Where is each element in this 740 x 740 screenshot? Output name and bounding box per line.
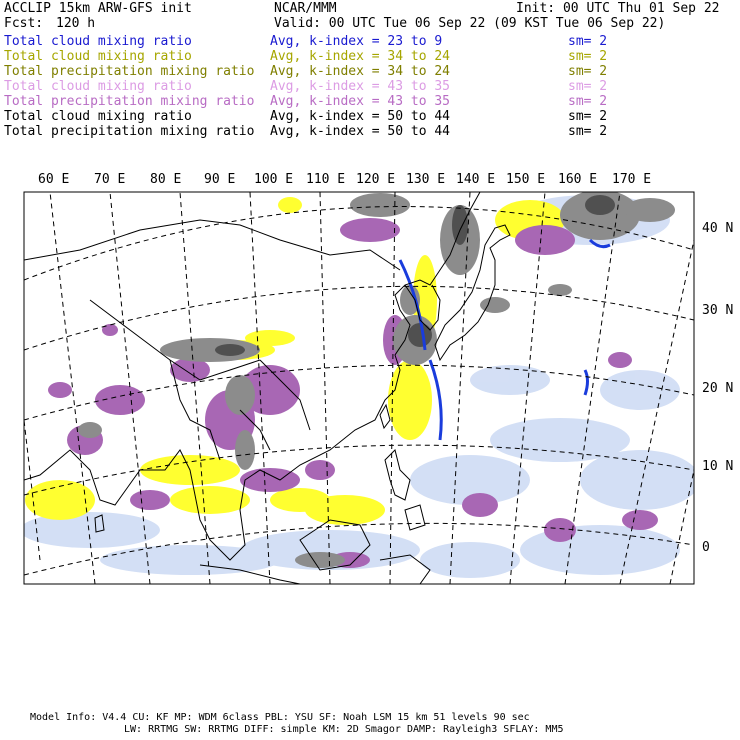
- legend-field-name: Total cloud mixing ratio: [4, 109, 192, 124]
- longitude-label: 80 E: [150, 172, 182, 187]
- legend-k-index-range: Avg, k-index = 34 to 24: [270, 64, 451, 79]
- legend-field-name: Total cloud mixing ratio: [4, 79, 192, 94]
- legend-k-index-range: Avg, k-index = 34 to 24: [270, 49, 451, 64]
- latitude-label: 40 N: [702, 221, 734, 236]
- longitude-label: 160 E: [558, 172, 598, 187]
- latitude-label: 20 N: [702, 381, 734, 396]
- longitude-label: 120 E: [356, 172, 396, 187]
- longitude-label: 130 E: [406, 172, 446, 187]
- latitude-label: 30 N: [702, 303, 734, 318]
- legend-smoothing: sm= 2: [568, 109, 608, 124]
- legend-k-index-range: Avg, k-index = 43 to 35: [270, 94, 451, 109]
- longitude-label: 140 E: [456, 172, 496, 187]
- latitude-label: 0: [702, 540, 710, 555]
- model-title: ACCLIP 15km ARW-GFS init: [4, 1, 192, 16]
- forecast-hour: 120 h: [56, 16, 96, 31]
- org-label: NCAR/MMM: [274, 1, 337, 16]
- legend-smoothing: sm= 2: [568, 94, 608, 109]
- longitude-label: 100 E: [254, 172, 294, 187]
- legend-k-index-range: Avg, k-index = 23 to 9: [270, 34, 443, 49]
- init-time: Init: 00 UTC Thu 01 Sep 22: [516, 1, 720, 16]
- forecast-label: Fcst:: [4, 16, 44, 31]
- latitude-label: 10 N: [702, 459, 734, 474]
- legend-smoothing: sm= 2: [568, 124, 608, 139]
- legend-field-name: Total precipitation mixing ratio: [4, 124, 255, 139]
- longitude-label: 150 E: [506, 172, 546, 187]
- legend-k-index-range: Avg, k-index = 50 to 44: [270, 109, 451, 124]
- valid-time: Valid: 00 UTC Tue 06 Sep 22 (09 KST Tue 06 Sep 22): [274, 16, 666, 31]
- legend-field-name: Total precipitation mixing ratio: [4, 94, 255, 109]
- legend-smoothing: sm= 2: [568, 79, 608, 94]
- longitude-label: 60 E: [38, 172, 70, 187]
- longitude-label: 90 E: [204, 172, 236, 187]
- longitude-label: 70 E: [94, 172, 126, 187]
- legend-k-index-range: Avg, k-index = 43 to 35: [270, 79, 451, 94]
- footer-physics-info: LW: RRTMG SW: RRTMG DIFF: simple KM: 2D Smagor DAMP: Rayleigh3 SFLAY: MM5: [124, 724, 564, 735]
- footer-model-info: Model Info: V4.4 CU: KF MP: WDM 6class PBL: YSU SF: Noah LSM 15 km 51 levels 90 sec: [30, 712, 530, 723]
- legend-smoothing: sm= 2: [568, 49, 608, 64]
- legend-field-name: Total cloud mixing ratio: [4, 49, 192, 64]
- legend-smoothing: sm= 2: [568, 64, 608, 79]
- legend-field-name: Total precipitation mixing ratio: [4, 64, 255, 79]
- legend-field-name: Total cloud mixing ratio: [4, 34, 192, 49]
- longitude-label: 110 E: [306, 172, 346, 187]
- legend-k-index-range: Avg, k-index = 50 to 44: [270, 124, 451, 139]
- longitude-label: 170 E: [612, 172, 652, 187]
- legend-smoothing: sm= 2: [568, 34, 608, 49]
